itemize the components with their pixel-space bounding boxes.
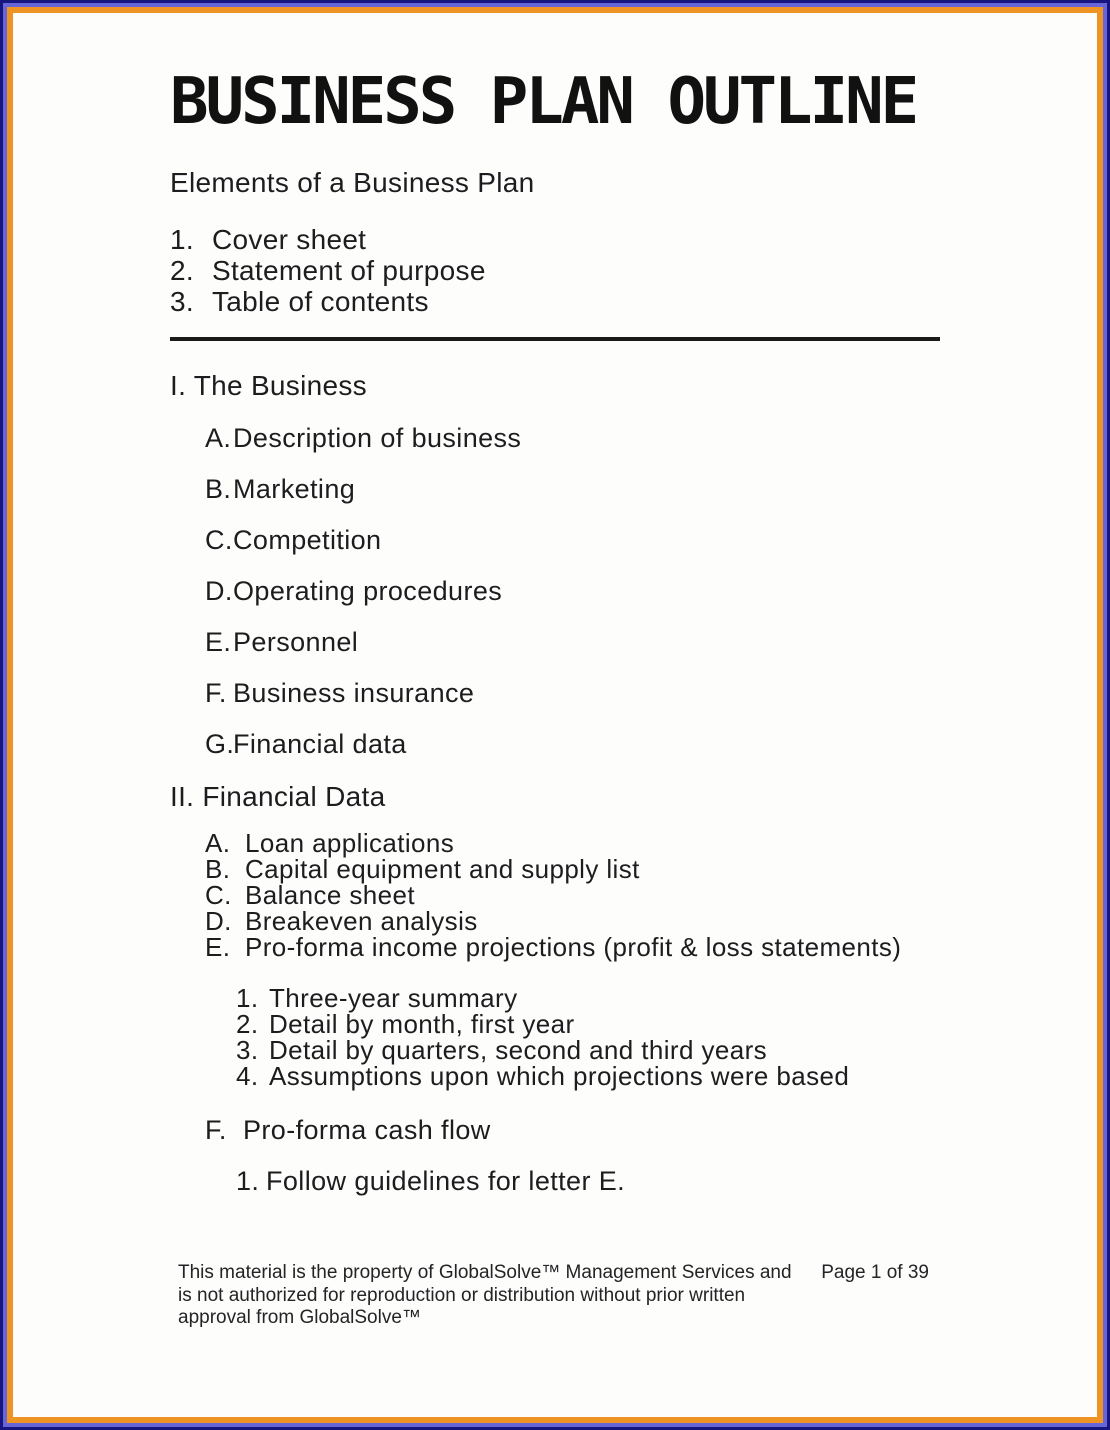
- page-title: BUSINESS PLAN OUTLINE: [170, 65, 917, 139]
- item-letter: C.: [205, 880, 232, 910]
- list-item: [205, 830, 947, 856]
- list-item: [205, 576, 947, 607]
- item-label: Business insurance: [233, 678, 475, 708]
- item-number: 3.: [170, 286, 194, 317]
- list-item: [205, 474, 947, 505]
- section-2-items: [205, 830, 947, 960]
- item-letter: F.: [205, 678, 227, 708]
- list-item: [170, 255, 947, 286]
- page-footer: [178, 1262, 929, 1330]
- list-item: [205, 729, 947, 760]
- list-item: [205, 934, 947, 960]
- section-1-heading: I. The Business: [170, 370, 367, 401]
- item-label: Follow guidelines for letter E.: [266, 1166, 626, 1196]
- item-letter: D.: [205, 576, 233, 606]
- page-border-periwinkle: [3, 3, 1107, 1427]
- item-label: Cover sheet: [212, 224, 367, 255]
- list-item: [236, 985, 947, 1011]
- section-2-sub-items: [236, 985, 947, 1089]
- list-item: [205, 908, 947, 934]
- list-item: [236, 1011, 947, 1037]
- item-label: Financial data: [233, 729, 407, 759]
- item-letter: D.: [205, 906, 232, 936]
- section-1-items: [205, 423, 947, 760]
- intro-list: [170, 224, 947, 317]
- item-label: Personnel: [233, 627, 359, 657]
- list-item: [205, 525, 947, 556]
- item-number: 1.: [236, 983, 259, 1013]
- item-number: 3.: [236, 1035, 259, 1065]
- item-number: 2.: [236, 1009, 259, 1039]
- list-item: [170, 286, 947, 317]
- section-2-heading: II. Financial Data: [170, 781, 386, 812]
- item-label: Balance sheet: [245, 880, 415, 910]
- section-2-item-f-sub: [236, 1166, 947, 1197]
- item-letter: A.: [205, 828, 231, 858]
- page-content: [13, 65, 1097, 1197]
- list-item: [205, 856, 947, 882]
- item-letter: G.: [205, 729, 235, 759]
- item-number: 1.: [170, 224, 194, 255]
- item-letter: B.: [205, 474, 232, 504]
- item-label: Marketing: [233, 474, 356, 504]
- item-label: Description of business: [233, 423, 522, 453]
- item-letter: F.: [205, 1115, 227, 1145]
- item-label: Table of contents: [212, 286, 429, 317]
- page-border-orange: [7, 7, 1103, 1423]
- item-label: Capital equipment and supply list: [245, 854, 640, 884]
- item-number: 4.: [236, 1061, 259, 1091]
- item-letter: C.: [205, 525, 233, 555]
- item-number: 1.: [236, 1166, 260, 1196]
- section-divider: [170, 337, 940, 341]
- item-label: Loan applications: [245, 828, 455, 858]
- item-label: Breakeven analysis: [245, 906, 478, 936]
- item-label: Operating procedures: [233, 576, 503, 606]
- item-letter: E.: [205, 932, 231, 962]
- item-number: 2.: [170, 255, 194, 286]
- section-2-item-f: [205, 1115, 947, 1146]
- document-page: [13, 13, 1097, 1417]
- item-label: Competition: [233, 525, 382, 555]
- item-letter: B.: [205, 854, 231, 884]
- list-item: [205, 627, 947, 658]
- item-label: Pro-forma income projections (profit & loss statements): [245, 932, 902, 962]
- item-label: Assumptions upon which projections were based: [269, 1061, 850, 1091]
- item-label: Pro-forma cash flow: [243, 1115, 491, 1145]
- item-label: Three-year summary: [269, 983, 518, 1013]
- list-item: [236, 1063, 947, 1089]
- list-item: [205, 423, 947, 454]
- list-item: [170, 224, 947, 255]
- item-label: Statement of purpose: [212, 255, 486, 286]
- list-item: [205, 882, 947, 908]
- list-item: [236, 1037, 947, 1063]
- item-letter: E.: [205, 627, 232, 657]
- list-item: [205, 678, 947, 709]
- subtitle: Elements of a Business Plan: [170, 167, 535, 198]
- item-label: Detail by quarters, second and third years: [269, 1035, 768, 1065]
- item-letter: A.: [205, 423, 232, 453]
- footer-disclaimer: This material is the property of GlobalSolve™ Management Services and is not authorized for reproduction or distribution without prior written approval from GlobalSolve™: [178, 1262, 792, 1328]
- item-label: Detail by month, first year: [269, 1009, 575, 1039]
- page-number: Page 1 of 39: [821, 1262, 929, 1283]
